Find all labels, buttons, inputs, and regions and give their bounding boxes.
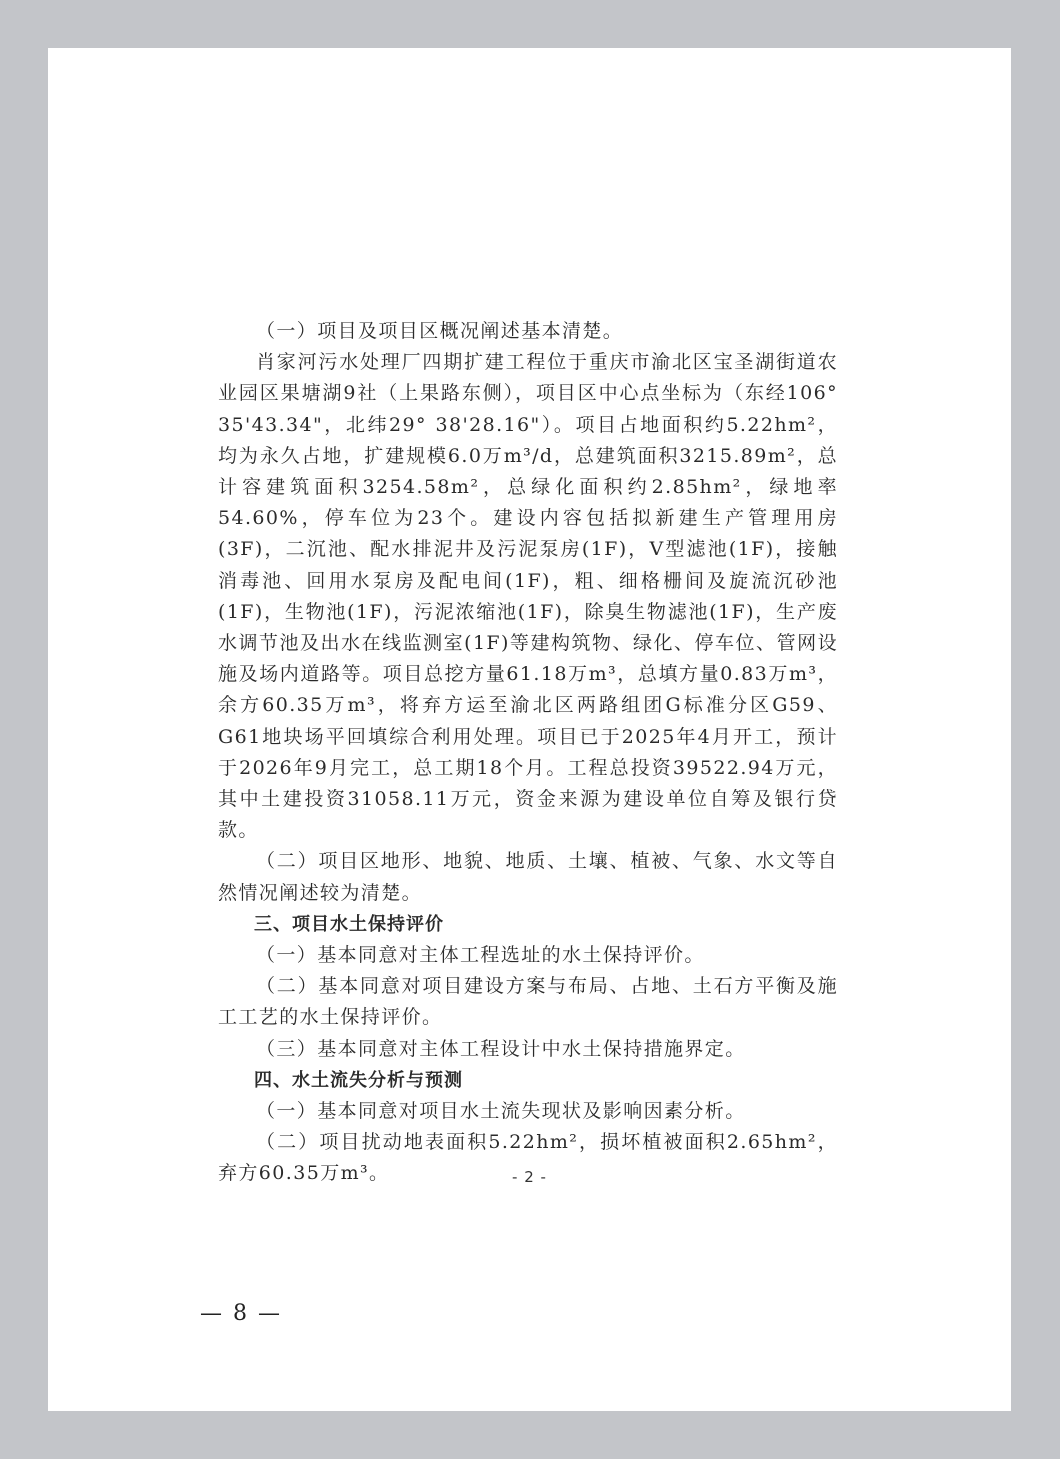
- paragraph-project-overview: （一）项目及项目区概况阐述基本清楚。: [256, 320, 624, 342]
- paragraph-disturbed-area: （二）项目扰动地表面积5.22hm²，损坏植被面积2.65hm²，弃方60.35万m³。: [218, 1131, 838, 1185]
- document-body: [218, 316, 838, 1190]
- section-heading-soil-conservation-evaluation: 三、项目水土保持评价: [254, 913, 444, 935]
- paragraph-project-details: 肖家河污水处理厂四期扩建工程位于重庆市渝北区宝圣湖街道农业园区果塘湖9社（上果路东侧），项目区中心点坐标为（东经106° 35'43.34"，北纬29° 38'28.16"）。项目占地面积约5.22hm²，均为永久占地，扩建规模6.0万m³/d，总建筑面积3215.89m²，总计容建筑面积3254.58m²，总绿化面积约2.85hm²，绿地率54.60%，停车位为23个。建设内容包括拟新建生产管理用房(3F)，二沉池、配水排泥井及污泥泵房(1F)，V型滤池(1F)，接触消毒池、回用水泵房及配电间(1F)，粗、细格栅间及旋流沉砂池(1F)，生物池(1F)，污泥浓缩池(1F)，除臭生物滤池(1F)，生产废水调节池及出水在线监测室(1F)等建构筑物、绿化、停车位、管网设施及场内道路等。项目总挖方量61.18万m³，总填方量0.83万m³，余方60.35万m³，将弃方运至渝北区两路组团G标准分区G59、G61地块场平回填综合利用处理。项目已于2025年4月开工，预计于2026年9月完工，总工期18个月。工程总投资39522.94万元，其中土建投资31058.11万元，资金来源为建设单位自筹及银行贷款。: [218, 351, 838, 842]
- section-heading-soil-loss-analysis: 四、水土流失分析与预测: [254, 1069, 463, 1091]
- inner-page-number: - 2 -: [512, 1168, 547, 1186]
- document-page: [48, 48, 1011, 1411]
- paragraph-natural-conditions: （二）项目区地形、地貌、地质、土壤、植被、气象、水文等自然情况阐述较为清楚。: [218, 850, 838, 904]
- paragraph-construction-plan-evaluation: （二）基本同意对项目建设方案与布局、占地、土石方平衡及施工工艺的水土保持评价。: [218, 975, 838, 1029]
- paragraph-measures-definition: （三）基本同意对主体工程设计中水土保持措施界定。: [256, 1037, 746, 1060]
- paragraph-soil-loss-factors: （一）基本同意对项目水土流失现状及影响因素分析。: [256, 1100, 746, 1123]
- paragraph-site-selection-evaluation: （一）基本同意对主体工程选址的水土保持评价。: [256, 944, 705, 967]
- outer-page-number: — 8 —: [200, 1301, 282, 1326]
